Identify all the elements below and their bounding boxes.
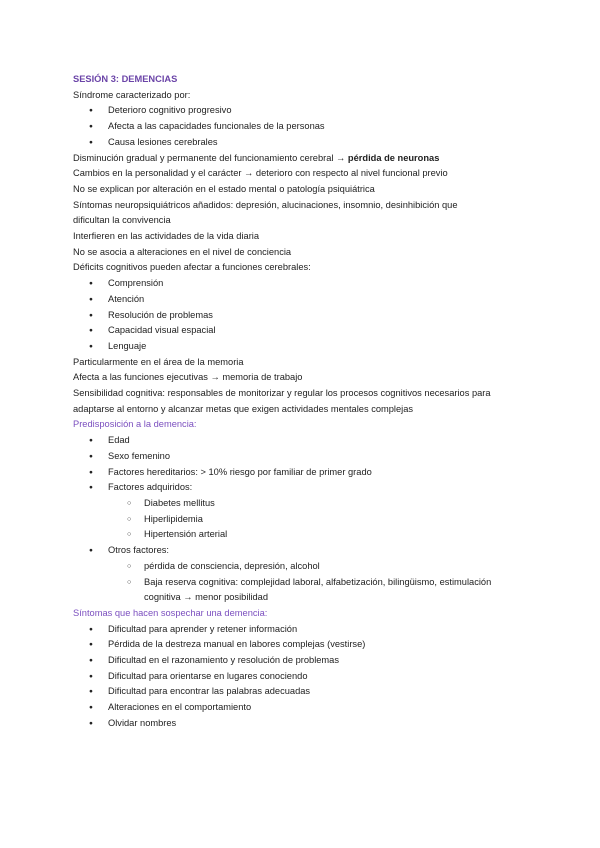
sub-list-item: ○ Diabetes mellitus — [73, 496, 533, 512]
paragraph: Sensibilidad cognitiva: responsables de monitorizar y regular los procesos cognitivos necesarios para adaptarse al entorno y alcanzar metas que exigen actividades mentales complejas — [73, 388, 491, 414]
list-item: ● Dificultad en el razonamiento y resolución de problemas — [73, 653, 533, 669]
paragraph — [73, 151, 533, 167]
list-item: ● Dificultad para orientarse en lugares conociendo — [73, 669, 533, 685]
intro-text: Síndrome caracterizado por: — [73, 89, 191, 100]
predisposition-list — [73, 433, 533, 606]
list-item: ● Resolución de problemas — [73, 308, 533, 324]
section-title: SESIÓN 3: DEMENCIAS — [73, 74, 178, 84]
list-item: ● Olvidar nombres — [73, 716, 533, 732]
list-item: ● Factores adquiridos: — [73, 480, 533, 496]
paragraph: Déficits cognitivos pueden afectar a funciones cerebrales: — [73, 262, 311, 273]
intro-list — [73, 103, 533, 150]
list-item: ● Factores hereditarios: > 10% riesgo por familiar de primer grado — [73, 465, 533, 481]
cognitive-list — [73, 276, 533, 355]
list-item: ● Afecta a las capacidades funcionales de la personas — [73, 119, 533, 135]
list-item: ● Lenguaje — [73, 339, 533, 355]
list-item: ● Alteraciones en el comportamiento — [73, 700, 533, 716]
list-item: ● Atención — [73, 292, 533, 308]
paragraph: Afecta a las funciones ejecutivas → memoria de trabajo — [73, 372, 303, 383]
sub-list-item: ○ Hiperlipidemia — [73, 512, 533, 528]
sub-list-item: ○ pérdida de consciencia, depresión, alcohol — [73, 559, 533, 575]
bold-text: pérdida de neuronas — [347, 152, 440, 163]
sub-list-item: ○ Baja reserva cognitiva: complejidad laboral, alfabetización, bilingüismo, estimulación cognitiva → menor posibilidad — [73, 575, 529, 606]
symptoms-list — [73, 622, 533, 732]
list-item: ● Pérdida de la destreza manual en labores complejas (vestirse) — [73, 637, 533, 653]
list-item: ● Dificultad para encontrar las palabras adecuadas — [73, 684, 533, 700]
list-item: ● Dificultad para aprender y retener información — [73, 622, 533, 638]
paragraph: No se asocia a alteraciones en el nivel de conciencia — [73, 246, 292, 257]
section-heading-symptoms: Síntomas que hacen sospechar una demencia: — [73, 607, 268, 618]
paragraph: Cambios en la personalidad y el carácter → deterioro con respecto al nivel funcional previo — [73, 168, 448, 179]
list-item: ● Comprensión — [73, 276, 533, 292]
paragraph: Interfieren en las actividades de la vida diaria — [73, 231, 260, 242]
document-page — [73, 72, 533, 732]
paragraph: Particularmente en el área de la memoria — [73, 356, 244, 367]
list-item: ● Deterioro cognitivo progresivo — [73, 103, 533, 119]
list-item: ● Causa lesiones cerebrales — [73, 135, 533, 151]
list-item: ● Edad — [73, 433, 533, 449]
section-heading-predisposition: Predisposición a la demencia: — [73, 419, 197, 430]
paragraph: Síntomas neuropsiquiátricos añadidos: depresión, alucinaciones, insomnio, desinhibición que dificultan la convivencia — [73, 199, 458, 226]
paragraph-text: Disminución gradual y permanente del funcionamiento cerebral → — [73, 152, 348, 163]
sub-list-item: ○ Hipertensión arterial — [73, 527, 533, 543]
list-item: ● Capacidad visual espacial — [73, 323, 533, 339]
list-item: ● Sexo femenino — [73, 449, 533, 465]
paragraph: No se explican por alteración en el estado mental o patología psiquiátrica — [73, 183, 375, 194]
list-item: ● Otros factores: — [73, 543, 533, 559]
